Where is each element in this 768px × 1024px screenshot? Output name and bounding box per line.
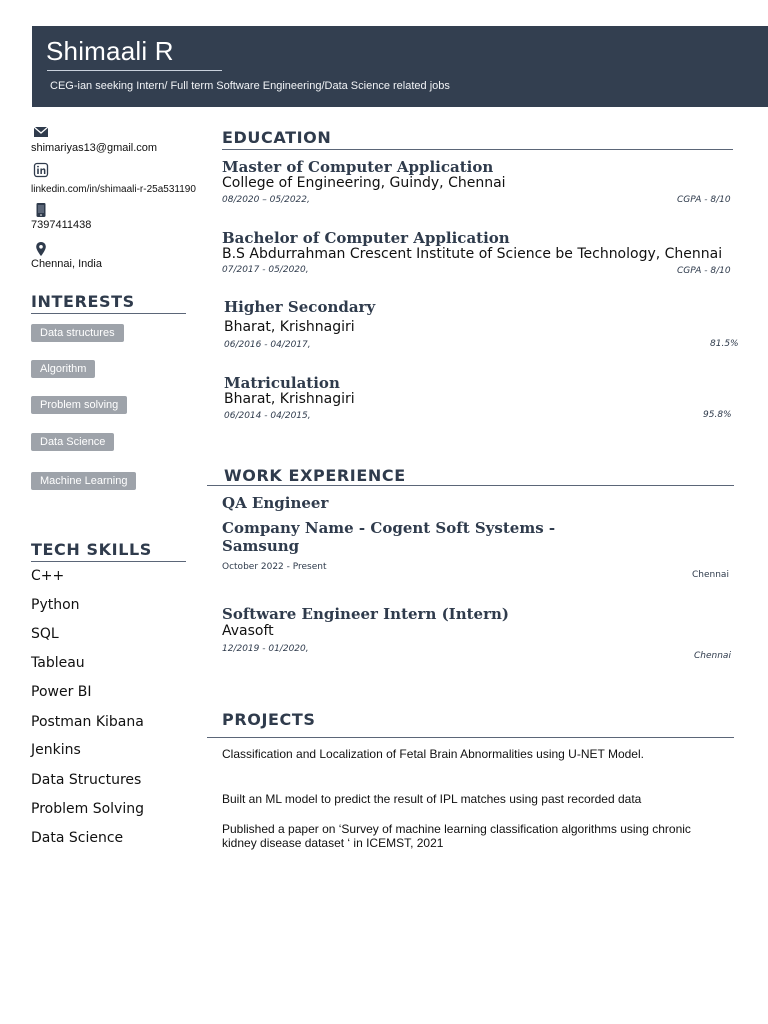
skill-item: C++ [31,568,65,584]
envelope-icon [33,124,49,140]
skill-item: Problem Solving [31,801,144,817]
education-grade: CGPA - 8/10 [677,266,731,276]
education-degree: Master of Computer Application [222,158,494,176]
linkedin-icon[interactable] [33,162,49,178]
project-item: Classification and Localization of Fetal Brain Abnormalities using U-NET Model. [222,747,644,761]
education-institution: Bharat, Krishnagiri [224,319,355,335]
skill-item: Power BI [31,684,92,700]
contact-location: Chennai, India [31,258,102,270]
education-grade: 81.5% [710,339,739,349]
skill-item: Data Structures [31,772,142,788]
skill-item: Data Science [31,830,124,846]
interest-chip: Problem solving [31,396,127,414]
education-dates: 06/2016 - 04/2017, [224,340,311,350]
education-institution: B.S Abdurrahman Crescent Institute of Science be Technology, Chennai [222,246,723,262]
interests-heading: INTERESTS [31,292,186,314]
interest-chip: Algorithm [31,360,95,378]
candidate-tagline: CEG-ian seeking Intern/ Full term Software Engineering/Data Science related jobs [50,80,450,92]
job-dates: 12/2019 - 01/2020, [222,644,309,654]
work-experience-divider [207,485,734,486]
skill-item: SQL [31,626,59,642]
education-heading: EDUCATION [222,128,733,150]
job-location: Chennai [692,570,729,580]
work-experience-heading: WORK EXPERIENCE [224,466,406,485]
education-dates: 08/2020 – 05/2022, [222,195,310,205]
skill-item: Jenkins [31,742,81,758]
job-role: Software Engineer Intern (Intern) [222,605,509,623]
job-location: Chennai [694,651,731,661]
education-institution: Bharat, Krishnagiri [224,391,355,407]
education-degree: Bachelor of Computer Application [222,229,510,247]
job-company: Company Name - Cogent Soft Systems - [222,519,556,537]
projects-heading: PROJECTS [222,710,316,729]
education-grade: 95.8% [703,410,732,420]
projects-divider [207,737,734,738]
resume-header [32,26,768,107]
job-company: Samsung [222,537,300,555]
education-institution: College of Engineering, Guindy, Chennai [222,175,506,191]
interest-chip: Data Science [31,433,114,451]
education-dates: 06/2014 - 04/2015, [224,411,311,421]
skill-item: Tableau [31,655,85,671]
project-item: Published a paper on ‘Survey of machine learning classification algorithms using chronic kidney disease dataset ‘ in ICEMST, 2021 [222,822,691,850]
contact-email[interactable]: shimariyas13@gmail.com [31,142,158,154]
skill-item: Postman Kibana [31,714,144,730]
location-pin-icon [33,241,49,257]
tech-skills-heading: TECH SKILLS [31,540,186,562]
education-degree: Matriculation [224,374,340,392]
header-divider [47,70,222,71]
skill-item: Python [31,597,80,613]
interest-chip: Machine Learning [31,472,136,490]
interest-chip: Data structures [31,324,124,342]
contact-phone[interactable]: 7397411438 [31,219,92,231]
phone-icon [33,202,49,218]
education-degree: Higher Secondary [224,298,376,316]
education-dates: 07/2017 - 05/2020, [222,265,309,275]
candidate-name: Shimaali R [46,36,174,66]
job-role: QA Engineer [222,494,329,512]
job-dates: October 2022 - Present [222,562,327,572]
job-company: Avasoft [222,623,274,639]
education-grade: CGPA - 8/10 [677,195,731,205]
project-item: Built an ML model to predict the result of IPL matches using past recorded data [222,792,642,806]
contact-linkedin[interactable]: linkedin.com/in/shimaali-r-25a531190 [31,184,196,195]
